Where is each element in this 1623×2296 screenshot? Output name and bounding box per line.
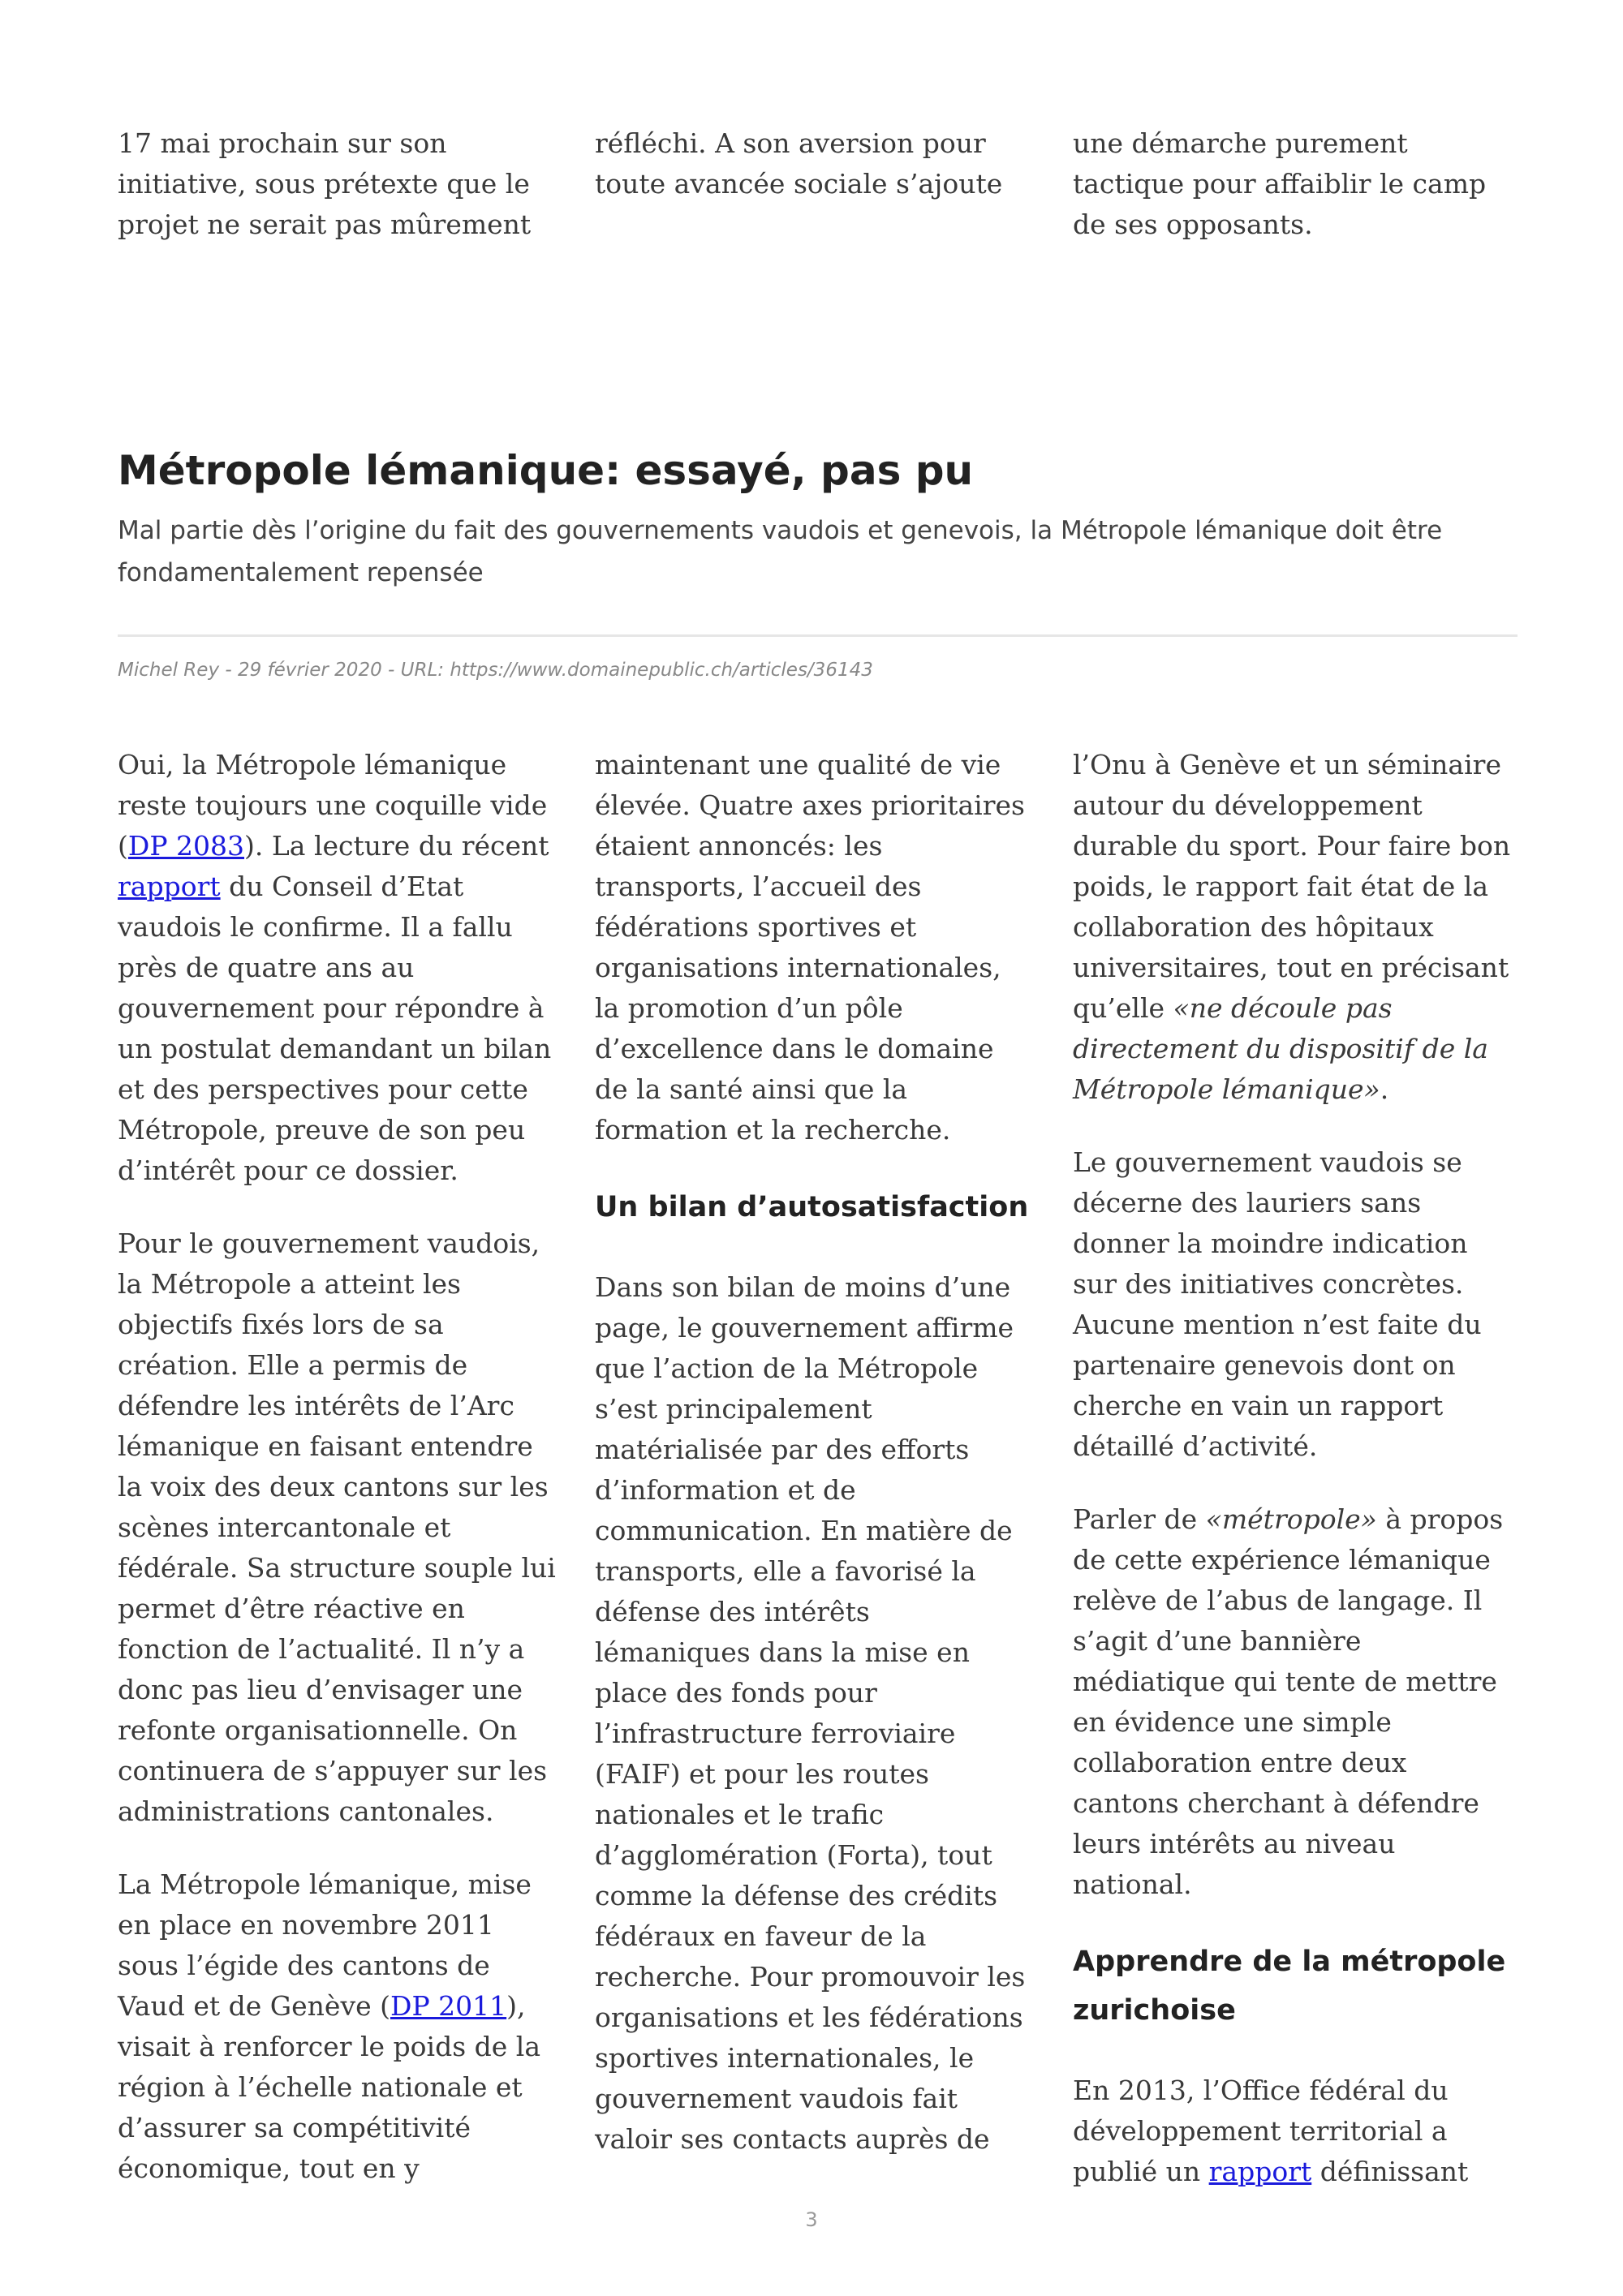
text-span: La Métropole lémanique, mise en place en novembre 2011 sous l’égide des cantons de Vaud et de Genève ( bbox=[118, 1868, 532, 2022]
text-span: ), visait à renforcer le poids de la région à l’échelle nationale et d’assurer sa compétitivité économique, tout en y bbox=[118, 1990, 541, 2184]
paragraph: une démarche purement tactique pour affaiblir le camp de ses opposants. bbox=[1073, 127, 1487, 240]
text-span: Parler de bbox=[1073, 1503, 1206, 1535]
page-number: 3 bbox=[805, 2208, 818, 2231]
article-meta: Michel Rey - 29 février 2020 - URL: https://www.domainepublic.ch/articles/36143 bbox=[118, 660, 873, 681]
text-span: Oui, la Métropole lémanique reste toujours une coquille vide ( bbox=[118, 749, 548, 862]
text-span: définissant bbox=[1311, 2156, 1469, 2187]
paragraph bbox=[118, 1864, 556, 2189]
prev-article-column-3 bbox=[1073, 123, 1511, 245]
paragraph: 17 mai prochain sur son initiative, sous prétexte que le projet ne serait pas mûrement bbox=[118, 127, 532, 240]
prev-article-column-1 bbox=[118, 123, 556, 245]
paragraph bbox=[118, 745, 556, 1191]
article-subtitle: Mal partie dès l’origine du fait des gouvernements vaudois et genevois, la Métropole lémanique doit être fondamentalement repensée bbox=[118, 516, 1443, 587]
article-column-3 bbox=[1073, 745, 1511, 2192]
link-rapport-are[interactable]: rapport bbox=[1208, 2156, 1312, 2187]
article-title: Métropole lémanique: essayé, pas pu bbox=[118, 447, 974, 494]
link-rapport[interactable]: rapport bbox=[118, 871, 221, 902]
link-dp-2083[interactable]: DP 2083 bbox=[127, 830, 245, 862]
text-span: ). La lecture du récent bbox=[244, 830, 549, 862]
text-span: à propos de cette expérience lémanique relève de l’abus de langage. Il s’agit d’une bannière médiatique qui tente de mettre en évidence une simple collaboration entre deux cantons cherchant à défendre leurs intérêts au niveau national. bbox=[1073, 1503, 1504, 1900]
prev-article-column-2 bbox=[595, 123, 1033, 204]
paragraph: maintenant une qualité de vie élevée. Quatre axes prioritaires étaient annoncés: les transports, l’accueil des fédérations sportives et organisations internationales, la promotion d’un pôle d’excellence dans le domaine de la santé ainsi que la formation et la recherche. bbox=[595, 749, 1025, 1146]
section-heading: Apprendre de la métropole zurichoise bbox=[1073, 1946, 1506, 2027]
paragraph: réfléchi. A son aversion pour toute avancée sociale s’ajoute bbox=[595, 127, 1003, 200]
paragraph: Le gouvernement vaudois se décerne des lauriers sans donner la moindre indication sur des initiatives concrètes. Aucune mention n’est faite du partenaire genevois dont on cherche en vain un rapport détaillé d’activité. bbox=[1073, 1146, 1482, 1462]
text-span: du Conseil d’Etat vaudois le confirme. Il a fallu près de quatre ans au gouvernement pour répondre à un postulat demandant un bilan et des perspectives pour cette Métropole, preuve de son peu d’intérêt pour ce dossier. bbox=[118, 871, 552, 1186]
text-span: . bbox=[1380, 1073, 1389, 1105]
paragraph bbox=[1073, 1499, 1511, 1905]
quote: «métropole» bbox=[1205, 1503, 1377, 1535]
header-divider bbox=[118, 634, 1518, 637]
section-heading: Un bilan d’autosatisfaction bbox=[595, 1191, 1029, 1223]
paragraph: Dans son bilan de moins d’une page, le gouvernement affirme que l’action de la Métropole s’est principalement matérialisée par des efforts d’information et de communication. En matière de transports, elle a favorisé la défense des intérêts lémaniques dans la mise en place des fonds pour l’infrastructure ferroviaire (FAIF) et pour les routes nationales et le trafic d’agglomération (Forta), tout comme la défense des crédits fédéraux en faveur de la recherche. Pour promouvoir les organisations et les fédérations sportives internationales, le gouvernement vaudois fait valoir ses contacts auprès de bbox=[595, 1271, 1026, 2155]
paragraph bbox=[1073, 745, 1511, 1110]
paragraph bbox=[1073, 2070, 1511, 2192]
paragraph: Pour le gouvernement vaudois, la Métropole a atteint les objectifs fixés lors de sa création. Elle a permis de défendre les intérêts de l’Arc lémanique en faisant entendre la voix des deux cantons sur les scènes intercantonale et fédérale. Sa structure souple lui permet d’être réactive en fonction de l’actualité. Il n’y a donc pas lieu d’envisager une refonte organisationnelle. On continuera de s’appuyer sur les administrations cantonales. bbox=[118, 1228, 556, 1827]
text-span: En 2013, l’Office fédéral du développement territorial a publié un bbox=[1073, 2075, 1449, 2187]
article-column-1 bbox=[118, 745, 556, 2189]
article-column-2 bbox=[595, 745, 1033, 2160]
text-span: l’Onu à Genève et un séminaire autour du développement durable du sport. Pour faire bon poids, le rapport fait état de la collaboration des hôpitaux universitaires, tout en précisant qu’elle bbox=[1073, 749, 1511, 1024]
quote: «ne découle pas directement du dispositif de la Métropole lémanique» bbox=[1073, 992, 1488, 1105]
link-dp-2011[interactable]: DP 2011 bbox=[390, 1990, 507, 2022]
